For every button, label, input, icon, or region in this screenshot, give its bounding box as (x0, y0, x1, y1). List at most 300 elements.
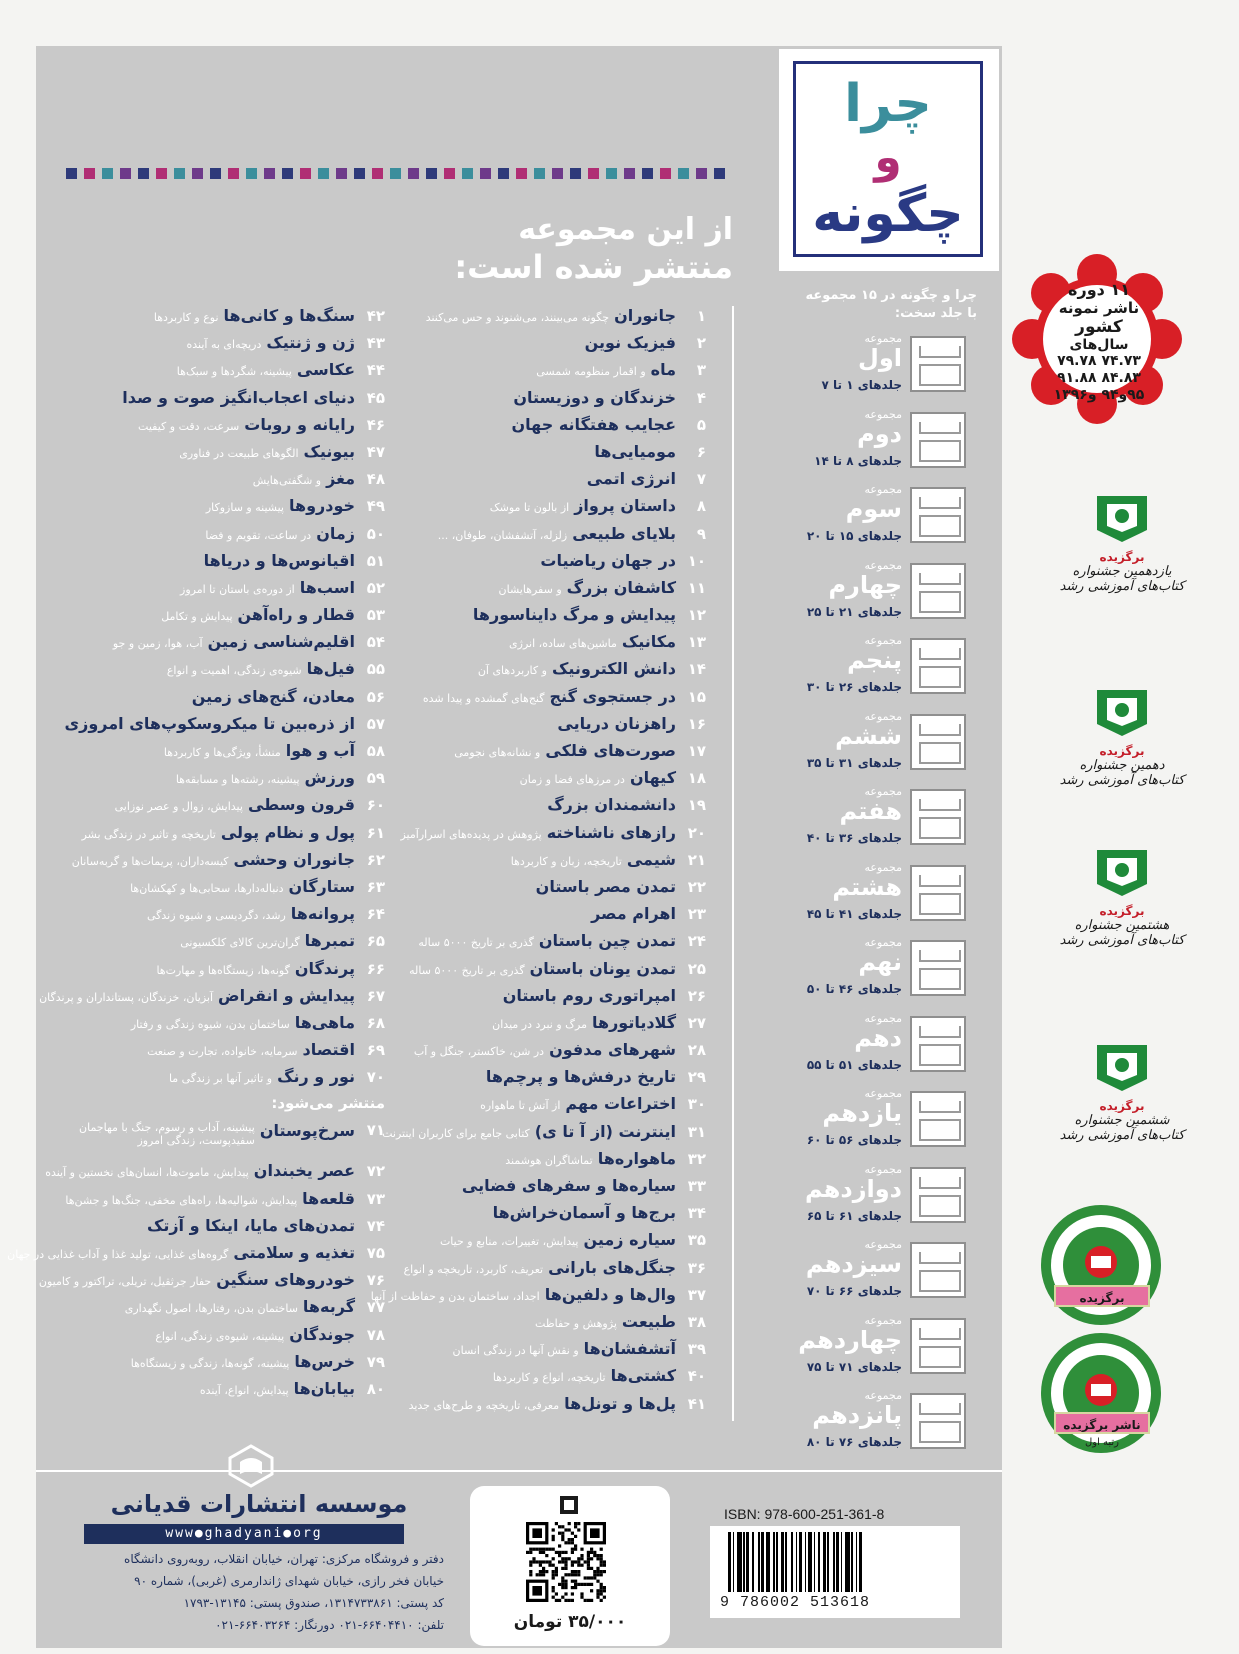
item-title: جانوران وحشی (233, 849, 355, 869)
price-qr-card (470, 1486, 670, 1646)
collection-volumes: جلدهای ۲۶ تا ۳۰ (806, 680, 902, 694)
item-number: ۶۳ (366, 877, 385, 896)
list-item (55, 524, 385, 551)
collection-logo-icon (910, 1242, 966, 1298)
list-item (404, 1040, 706, 1067)
list-item (404, 1013, 706, 1040)
item-subtitle: پیشینه، رشته‌ها و مسابقه‌ها (175, 773, 300, 787)
divider-dot (642, 168, 653, 179)
list-header: از این مجموعه منتشر شده است: (454, 212, 733, 286)
collection-name: ششم (835, 721, 902, 750)
item-number: ۵۹ (366, 769, 385, 788)
list-item (404, 360, 706, 387)
item-subtitle: و اقمار منظومه شمسی (536, 365, 646, 379)
collection-logo-icon (910, 412, 966, 468)
divider-dot (192, 168, 203, 179)
collection-name: پانزدهم (812, 1401, 902, 1429)
collection-label: مجموعه (864, 1238, 902, 1251)
item-subtitle: تعریف، کاربرد، تاریخچه و انواع (403, 1262, 544, 1276)
item-subtitle: منشأ، ویژگی‌ها و کاربردها (163, 746, 281, 759)
list-item (55, 1013, 385, 1040)
divider-dot (714, 168, 725, 179)
item-number: ۱۰ (687, 551, 706, 570)
item-number: ۲۴ (687, 932, 706, 951)
list-item (404, 768, 706, 795)
item-subtitle: تاریخچه، زبان و کاربردها (510, 854, 622, 868)
item-title: پل‌ها و تونل‌ها (564, 1393, 676, 1413)
list-item (404, 524, 706, 551)
festival-award (1032, 680, 1212, 788)
item-title: مکانیک (621, 632, 676, 652)
seal-2-label: ناشر برگزیده (1054, 1412, 1150, 1434)
item-number: ۵۲ (366, 578, 385, 597)
seal-2-sublabel: رتبه اول (1084, 1437, 1120, 1448)
collection-logo-icon (910, 336, 966, 392)
award-emblem-icon (1087, 680, 1157, 740)
item-title: اهرام مصر (591, 904, 676, 924)
logo-line-3: چگونه (812, 184, 964, 244)
list-item (404, 333, 706, 360)
book-list-42-to-80 (7, 306, 385, 1406)
collection-label: مجموعه (864, 634, 902, 647)
item-number: ۲۲ (687, 877, 706, 896)
award-text-t1: برگزیده (1099, 744, 1145, 758)
item-subtitle: آب، هوا، زمین و جو (112, 637, 203, 651)
divider-dot (408, 168, 419, 179)
item-number: ۳۳ (687, 1177, 706, 1195)
list-item (404, 496, 706, 523)
item-title: صورت‌های فلکی (545, 741, 676, 760)
item-title: ماه (650, 360, 676, 380)
award-emblem-icon (1087, 486, 1157, 546)
item-title: گلادیاتورها (591, 1012, 676, 1032)
item-title: نور و رنگ (277, 1067, 355, 1087)
item-number: ۶۸ (366, 1013, 385, 1032)
list-item (55, 605, 385, 632)
item-title: پروانه‌ها (290, 904, 355, 924)
item-number: ۵۸ (366, 742, 385, 760)
list-item (404, 877, 706, 904)
item-title: قرون وسطی (247, 795, 355, 815)
divider-dot (390, 168, 401, 179)
item-title: کاشفان بزرگ (566, 577, 676, 597)
item-number: ۷۳ (366, 1189, 385, 1208)
item-number: ۷۴ (366, 1216, 385, 1235)
item-number: ۶۵ (366, 932, 385, 951)
divider-dot (66, 168, 77, 179)
isbn-text: ISBN: 978-600-251-361-8 (724, 1506, 885, 1522)
item-title: خزندگان و دوزیستان (513, 387, 676, 407)
item-number: ۳۰ (687, 1095, 706, 1114)
item-number: ۴۲ (366, 307, 385, 325)
list-item (55, 931, 385, 958)
award-text-t3: کتاب‌های آموزشی رشد (1059, 773, 1185, 788)
item-number: ۳۲ (687, 1149, 706, 1168)
item-subtitle: و کاربردهای آن (477, 664, 547, 678)
item-number: ۲۹ (687, 1068, 706, 1087)
item-number: ۴۴ (366, 361, 385, 380)
divider-dot (300, 168, 311, 179)
item-number: ۶۴ (366, 905, 385, 924)
item-number: ۷۹ (366, 1352, 385, 1371)
address-line-3: کد پستی: ۱۳۱۴۷۳۳۸۶۱، صندوق پستی: ۱۳۱۴۵-۱۷۹۳ (183, 1596, 444, 1610)
item-title: برج‌ها و آسمان‌خراش‌ها (492, 1203, 676, 1223)
item-number: ۶۰ (366, 796, 385, 815)
item-title: بلایای طبیعی (572, 523, 676, 543)
item-title: تمدن یونان باستان (529, 958, 676, 978)
item-subtitle: پیدایش و تکامل (161, 610, 233, 624)
item-number: ۴۹ (366, 497, 385, 516)
item-title: سیاره‌ها و سفرهای فضایی (461, 1176, 676, 1195)
divider-dot (336, 168, 347, 179)
item-number: ۵۳ (366, 606, 385, 625)
festival-award (1032, 486, 1212, 594)
item-title: سیاره زمین (583, 1230, 676, 1250)
item-title: اقلیم‌شناسی زمین (207, 632, 355, 652)
item-number: ۱۷ (687, 742, 706, 760)
item-title: شهرهای مدفون (549, 1040, 676, 1060)
collection-item (786, 481, 966, 556)
collection-logo-icon (910, 638, 966, 694)
item-title: طبیعت (621, 1311, 676, 1331)
list-item (404, 632, 706, 659)
seal-1-label: برگزیده (1054, 1285, 1150, 1307)
item-number: ۵ (696, 415, 706, 434)
collection-volumes: جلدهای ۵۱ تا ۵۵ (806, 1057, 902, 1072)
item-subtitle: ماشین‌های ساده، انرژی (509, 637, 617, 651)
item-subtitle: آبزیان، خزندگان، پستانداران و پرندگان (39, 990, 214, 1004)
collection-volumes: جلدهای ۵۶ تا ۶۰ (806, 1133, 902, 1147)
list-item (55, 1040, 385, 1067)
item-title: وال‌ها و دلفین‌ها (544, 1284, 676, 1304)
award-flower-text: ۱۱ دوره ناشر نمونه کشور سال‌های ۷۴.۷۳ ۷۹.۷۸ ۸۴.۸۳ ۹۱.۸۸ ۹۵و۹۴ و۱۳۹۶ (1053, 280, 1145, 403)
list-item (55, 687, 385, 714)
item-title: ماهی‌ها (294, 1012, 355, 1032)
list-item (404, 306, 706, 333)
list-item (404, 687, 706, 714)
item-subtitle: اجداد، ساختمان بدن و حفاظت از آنها (370, 1289, 540, 1303)
collection-name: نهم (858, 948, 902, 976)
address-line-2: خیابان فخر رازی، خیابان شهدای ژاندارمری (غربی)، شماره ۹۰ (134, 1574, 444, 1588)
item-number: ۸ (696, 497, 706, 516)
list-item (404, 850, 706, 877)
list-item (404, 605, 706, 632)
award-text-t2: هشتمین جشنواره (1074, 918, 1170, 933)
collection-label: مجموعه (864, 1162, 902, 1176)
item-number: ۱۲ (687, 606, 706, 625)
collections-header: چرا و چگونه در ۱۵ مجموعه با جلد سخت: (805, 288, 977, 321)
collection-logo-icon (910, 865, 966, 921)
item-number: ۵۱ (366, 551, 385, 570)
divider-dot (372, 168, 383, 179)
list-item (404, 1094, 706, 1121)
item-title: معادن، گنج‌های زمین (191, 686, 355, 706)
collection-name: سوم (845, 495, 902, 523)
collection-name: سیزدهم (805, 1250, 902, 1278)
item-title: قطار و راه‌آهن (237, 605, 355, 625)
item-number: ۲۳ (687, 905, 706, 924)
item-subtitle: و شگفتی‌هایش (252, 474, 322, 488)
collection-name: اول (858, 344, 902, 372)
list-item (55, 904, 385, 931)
collection-logo-icon (910, 487, 966, 543)
collection-item (786, 632, 966, 707)
item-title: پیدایش و انقراض (218, 985, 355, 1005)
collection-logo-icon (910, 789, 966, 845)
divider-dot (696, 168, 707, 179)
series-logo (776, 46, 1002, 274)
item-subtitle: کتابی جامع برای کاربران اینترنت (382, 1126, 530, 1140)
collection-item (786, 1236, 966, 1311)
list-item (55, 496, 385, 523)
item-subtitle: پیشینه، شیوه‌ی زندگی، انواع (155, 1329, 285, 1343)
item-title: دانش الکترونیک (551, 659, 676, 679)
item-title: تمدن‌های مایا، اینکا و آزتک (146, 1215, 355, 1235)
collection-label: مجموعه (864, 936, 902, 949)
item-number: ۳۵ (687, 1231, 706, 1250)
item-title: بیونیک (303, 441, 355, 461)
item-subtitle: گذری بر تاریخ ۵۰۰۰ ساله (418, 936, 534, 950)
item-subtitle: از آتش تا ماهواره (480, 1099, 561, 1113)
item-title: شیمی (626, 849, 676, 869)
divider-dot (588, 168, 599, 179)
divider-dot (570, 168, 581, 179)
list-item (404, 1366, 706, 1393)
divider-dot (516, 168, 527, 179)
item-title: کشتی‌ها (610, 1366, 676, 1386)
collection-volumes: جلدهای ۷۱ تا ۷۵ (806, 1359, 902, 1374)
qr-code[interactable] (526, 1522, 606, 1602)
item-number: ۶ (696, 442, 706, 461)
list-item (55, 360, 385, 387)
item-title: خودروها (288, 496, 355, 516)
item-number: ۸۰ (366, 1379, 385, 1398)
item-subtitle: مرگ و نبرد در میدان (492, 1017, 587, 1031)
award-text-t3: کتاب‌های آموزشی رشد (1059, 1128, 1185, 1143)
item-title: آب و هوا (285, 741, 355, 760)
item-title: اقیانوس‌ها و دریاها (203, 550, 355, 570)
collection-logo-icon (910, 563, 966, 619)
collection-volumes: جلدهای ۶۶ تا ۷۰ (806, 1284, 902, 1298)
collection-name: چهاردهم (798, 1325, 902, 1354)
item-number: ۳۴ (687, 1204, 706, 1223)
list-item (39, 985, 385, 1013)
divider-dot (444, 168, 455, 179)
list-item (404, 714, 706, 741)
list-item (404, 469, 706, 496)
item-number: ۴۰ (687, 1367, 706, 1386)
item-number: ۳۹ (687, 1340, 706, 1359)
item-title: ماهواره‌ها (597, 1148, 676, 1168)
collection-volumes: جلدهای ۱ تا ۷ (821, 378, 902, 392)
item-title: سرخ‌پوستان (259, 1121, 355, 1141)
item-number: ۴۶ (366, 415, 385, 434)
festival-award (1032, 1035, 1212, 1143)
item-subtitle: پیدایش، شوالیه‌ها، راه‌های مخفی، جنگ‌ها و جشن‌ها (65, 1193, 298, 1207)
list-item (55, 823, 385, 850)
item-number: ۳۷ (687, 1285, 706, 1304)
collection-name: دوم (857, 419, 902, 448)
logo-line-2: و (874, 132, 902, 183)
divider-dot (660, 168, 671, 179)
item-number: ۶۲ (366, 850, 385, 869)
item-number: ۲۵ (687, 959, 706, 978)
item-number: ۵۷ (366, 714, 385, 733)
collection-name: هفتم (839, 797, 902, 825)
collection-logo-icon (910, 940, 966, 996)
collection-label: مجموعه (864, 407, 902, 421)
collection-logo-icon (910, 1091, 966, 1147)
collection-logo-icon (910, 714, 966, 770)
item-title: جنگل‌های بارانی (548, 1257, 676, 1277)
collection-logo-icon (910, 1016, 966, 1072)
item-title: پیدایش و مرگ دایناسورها (472, 605, 676, 625)
list-item (404, 1258, 706, 1285)
publisher-name: موسسه انتشارات قدیانی (110, 1490, 408, 1518)
collection-label: مجموعه (864, 1313, 902, 1327)
collection-name: چهارم (828, 570, 902, 599)
item-number: ۲۷ (687, 1013, 706, 1032)
collection-volumes: جلدهای ۸ تا ۱۴ (814, 453, 902, 468)
list-item (55, 1121, 385, 1161)
item-title: سنگ‌ها و کانی‌ها (223, 306, 355, 325)
collection-volumes: جلدهای ۲۱ تا ۲۵ (806, 604, 902, 619)
item-title: رازهای ناشناخته (546, 822, 676, 842)
list-item (404, 578, 706, 605)
list-item (404, 1176, 706, 1203)
collection-label: مجموعه (864, 332, 902, 345)
logo-line-1: چرا (844, 74, 932, 134)
item-subtitle: پیشینه و سازوکار (205, 501, 284, 515)
list-item (55, 551, 385, 578)
list-item (404, 986, 706, 1013)
collection-volumes: جلدهای ۳۱ تا ۳۵ (806, 755, 902, 770)
collection-item (786, 783, 966, 858)
item-subtitle: پژوهش در پدیده‌های اسرارآمیز (400, 827, 542, 841)
collection-volumes: جلدهای ۴۶ تا ۵۰ (806, 982, 902, 996)
award-text-t2: یازدهمین جشنواره (1072, 564, 1172, 579)
list-item (382, 1121, 706, 1149)
item-title: اینترنت (از آ تا ی) (534, 1121, 676, 1141)
award-emblem-icon (1087, 1035, 1157, 1095)
item-number: ۷۲ (366, 1162, 385, 1181)
collection-label: مجموعه (864, 1087, 902, 1100)
award-text-t3: کتاب‌های آموزشی رشد (1059, 579, 1185, 594)
divider-dot (228, 168, 239, 179)
list-item (55, 959, 385, 986)
list-item (55, 659, 385, 686)
divider-dot (318, 168, 329, 179)
item-subtitle: گران‌ترین کالای کلکسیونی (180, 936, 300, 950)
barcode-number: 9 786002 513618 (720, 1594, 871, 1611)
item-title: زمان (316, 523, 355, 543)
collection-label: مجموعه (864, 1011, 902, 1025)
collection-item (786, 1161, 966, 1236)
item-title: جانوران (614, 306, 676, 325)
item-title: از ذره‌بین تا میکروسکوپ‌های امروزی (64, 713, 355, 733)
divider-dot (174, 168, 185, 179)
item-number: ۳۸ (687, 1312, 706, 1331)
list-item (55, 768, 385, 795)
item-subtitle: گنج‌های گمشده و پیدا شده (422, 691, 545, 705)
item-subtitle: گذری بر تاریخ ۵۰۰۰ ساله (409, 963, 525, 977)
item-number: ۲۰ (687, 823, 706, 842)
collection-label: مجموعه (864, 1389, 902, 1402)
item-title: ژن و ژنتیک (266, 333, 355, 353)
item-number: ۱۵ (687, 687, 706, 706)
item-title: راهزنان دریایی (557, 713, 676, 733)
item-number: ۵۰ (366, 524, 385, 543)
coming-soon-label: منتشر می‌شود: (271, 1094, 385, 1113)
item-number: ۱۴ (687, 660, 706, 679)
award-text-t2: ششمین جشنواره (1074, 1113, 1170, 1128)
item-title: اختراعات مهم (565, 1094, 676, 1114)
barcode (710, 1526, 960, 1618)
list-item (404, 904, 706, 931)
item-subtitle: معرفی، تاریخچه و طرح‌های جدید (408, 1398, 560, 1412)
list-item (38, 1270, 385, 1297)
divider-dot (624, 168, 635, 179)
item-title: آتشفشان‌ها (583, 1339, 676, 1359)
award-emblem-icon (1087, 840, 1157, 900)
item-number: ۲۶ (687, 986, 706, 1005)
publisher-website[interactable]: www●ghadyani●org (84, 1524, 404, 1544)
list-item (404, 959, 706, 986)
item-subtitle: پیدایش، ماموت‌ها، انسان‌های نخستین و آینده (45, 1166, 249, 1180)
list-item (404, 931, 706, 958)
item-number: ۴۷ (366, 442, 385, 461)
collection-label: مجموعه (864, 558, 902, 572)
item-title: در جهان ریاضیات (540, 550, 676, 570)
publisher-mini-logo-icon (558, 1494, 580, 1516)
item-title: داستان پرواز (574, 496, 676, 516)
item-title: کیهان (629, 768, 676, 788)
item-number: ۷۵ (366, 1244, 385, 1262)
list-item (404, 388, 706, 415)
item-title: قلعه‌ها (302, 1188, 355, 1208)
item-title: ورزش (304, 768, 355, 788)
item-title: امپراتوری روم باستان (502, 985, 676, 1005)
item-title: بیابان‌ها (293, 1378, 355, 1398)
collection-volumes: جلدهای ۱۵ تا ۲۰ (806, 529, 902, 543)
list-item (404, 1339, 706, 1366)
item-subtitle: تماشاگران هوشمند (505, 1153, 593, 1167)
item-subtitle: و نقش آنها در زندگی انسان (452, 1344, 579, 1358)
divider-dot (552, 168, 563, 179)
item-number: ۱۹ (687, 796, 706, 815)
item-number: ۱۶ (687, 714, 706, 733)
item-subtitle: پیشینه، گونه‌ها، زندگی و زیستگاه‌ها (130, 1356, 290, 1370)
item-number: ۴۵ (366, 388, 385, 407)
list-item (7, 1243, 385, 1270)
collection-item (786, 557, 966, 632)
item-title: جوندگان (289, 1324, 355, 1344)
item-subtitle: و سفرهایشان (498, 582, 562, 596)
collection-label: مجموعه (864, 785, 902, 798)
item-number: ۶۷ (366, 986, 385, 1005)
item-subtitle: زلزله، آتشفشان، طوفان، ... (437, 528, 568, 542)
item-number: ۳ (696, 361, 706, 380)
item-title: فیزیک نوین (584, 333, 676, 353)
collection-label: مجموعه (864, 860, 902, 874)
list-item (55, 333, 385, 360)
list-item (404, 1394, 706, 1421)
list-item (404, 1203, 706, 1230)
price: ۳۵/۰۰۰ تومان (513, 1612, 627, 1632)
bottom-divider (36, 1470, 1002, 1472)
list-item (55, 415, 385, 442)
divider-dot (534, 168, 545, 179)
